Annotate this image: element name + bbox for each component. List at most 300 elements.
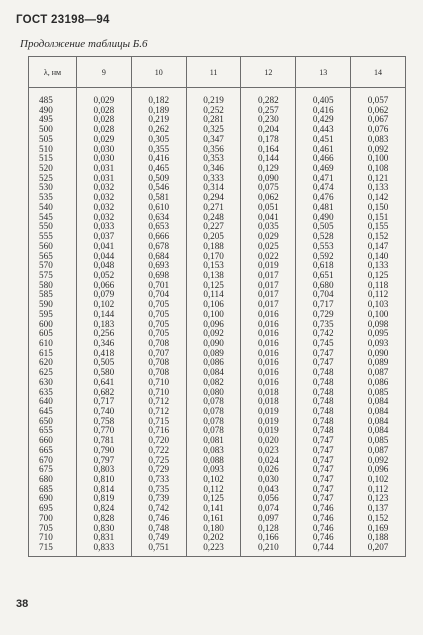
wavelength-cell: 585 (29, 290, 77, 300)
table-row (29, 193, 406, 203)
value-cell: 0,112 (351, 485, 406, 495)
value-cell: 0,704 (296, 290, 351, 300)
value-cell: 0,151 (351, 213, 406, 223)
wavelength-cell: 560 (29, 242, 77, 252)
value-cell: 0,314 (186, 183, 241, 193)
table-row (29, 388, 406, 398)
value-cell: 0,150 (351, 203, 406, 213)
value-cell: 0,016 (241, 339, 296, 349)
table-row (29, 135, 406, 145)
table-row (29, 446, 406, 456)
value-cell: 0,029 (241, 232, 296, 242)
value-cell: 0,043 (241, 485, 296, 495)
value-cell: 0,147 (351, 242, 406, 252)
value-cell: 0,747 (296, 349, 351, 359)
wavelength-cell: 665 (29, 446, 77, 456)
value-cell: 0,023 (241, 446, 296, 456)
value-cell: 0,748 (296, 388, 351, 398)
value-cell: 0,017 (241, 271, 296, 281)
value-cell: 0,282 (241, 88, 296, 106)
column-header: 13 (296, 57, 351, 88)
table-row (29, 88, 406, 106)
value-cell: 0,751 (131, 543, 186, 556)
value-cell: 0,018 (241, 397, 296, 407)
value-cell: 0,705 (131, 329, 186, 339)
table-row (29, 378, 406, 388)
value-cell: 0,037 (76, 232, 131, 242)
value-cell: 0,086 (351, 378, 406, 388)
wavelength-cell: 490 (29, 106, 77, 116)
value-cell: 0,161 (186, 514, 241, 524)
value-cell: 0,618 (296, 261, 351, 271)
table-row (29, 232, 406, 242)
table-row (29, 242, 406, 252)
value-cell: 0,666 (131, 232, 186, 242)
value-cell: 0,747 (296, 456, 351, 466)
value-cell: 0,035 (241, 222, 296, 232)
value-cell: 0,032 (76, 193, 131, 203)
table-row (29, 524, 406, 534)
value-cell: 0,465 (131, 164, 186, 174)
value-cell: 0,062 (241, 193, 296, 203)
wavelength-cell: 515 (29, 154, 77, 164)
value-cell: 0,748 (296, 407, 351, 417)
value-cell: 0,281 (186, 115, 241, 125)
value-cell: 0,747 (296, 494, 351, 504)
value-cell: 0,746 (296, 504, 351, 514)
value-cell: 0,710 (131, 378, 186, 388)
value-cell: 0,152 (351, 514, 406, 524)
value-cell: 0,144 (241, 154, 296, 164)
value-cell: 0,028 (76, 106, 131, 116)
value-cell: 0,083 (186, 446, 241, 456)
value-cell: 0,735 (296, 320, 351, 330)
value-cell: 0,704 (131, 290, 186, 300)
document-header: ГОСТ 23198—94 (16, 14, 110, 26)
value-cell: 0,133 (351, 261, 406, 271)
value-cell: 0,092 (351, 145, 406, 155)
wavelength-cell: 530 (29, 183, 77, 193)
value-cell: 0,693 (131, 261, 186, 271)
table-row (29, 125, 406, 135)
value-cell: 0,803 (76, 465, 131, 475)
wavelength-cell: 550 (29, 222, 77, 232)
value-cell: 0,084 (351, 417, 406, 427)
value-cell: 0,745 (296, 339, 351, 349)
value-cell: 0,096 (186, 320, 241, 330)
column-header: 12 (241, 57, 296, 88)
value-cell: 0,748 (296, 368, 351, 378)
value-cell: 0,118 (351, 281, 406, 291)
value-cell: 0,028 (76, 125, 131, 135)
value-cell: 0,093 (351, 339, 406, 349)
value-cell: 0,418 (76, 349, 131, 359)
table-row (29, 115, 406, 125)
wavelength-cell: 545 (29, 213, 77, 223)
value-cell: 0,509 (131, 174, 186, 184)
table-row (29, 300, 406, 310)
value-cell: 0,076 (351, 125, 406, 135)
value-cell: 0,098 (351, 320, 406, 330)
value-cell: 0,346 (76, 339, 131, 349)
value-cell: 0,355 (131, 145, 186, 155)
table-row (29, 329, 406, 339)
value-cell: 0,746 (296, 524, 351, 534)
value-cell: 0,682 (76, 388, 131, 398)
value-cell: 0,096 (351, 465, 406, 475)
table-body (29, 88, 406, 557)
wavelength-cell: 535 (29, 193, 77, 203)
value-cell: 0,678 (131, 242, 186, 252)
value-cell: 0,020 (241, 436, 296, 446)
value-cell: 0,720 (131, 436, 186, 446)
wavelength-cell: 690 (29, 494, 77, 504)
value-cell: 0,744 (296, 543, 351, 556)
value-cell: 0,207 (351, 543, 406, 556)
value-cell: 0,142 (351, 193, 406, 203)
value-cell: 0,178 (241, 135, 296, 145)
value-cell: 0,443 (296, 125, 351, 135)
value-cell: 0,305 (131, 135, 186, 145)
value-cell: 0,051 (241, 203, 296, 213)
value-cell: 0,030 (76, 154, 131, 164)
value-cell: 0,740 (76, 407, 131, 417)
wavelength-cell: 485 (29, 88, 77, 106)
value-cell: 0,048 (76, 261, 131, 271)
value-cell: 0,469 (296, 164, 351, 174)
value-cell: 0,814 (76, 485, 131, 495)
value-cell: 0,100 (351, 310, 406, 320)
table-row (29, 222, 406, 232)
value-cell: 0,084 (351, 407, 406, 417)
value-cell: 0,325 (186, 125, 241, 135)
wavelength-cell: 525 (29, 174, 77, 184)
value-cell: 0,108 (351, 164, 406, 174)
value-cell: 0,592 (296, 252, 351, 262)
value-cell: 0,032 (76, 213, 131, 223)
value-cell: 0,712 (131, 397, 186, 407)
value-cell: 0,708 (131, 358, 186, 368)
value-cell: 0,017 (241, 290, 296, 300)
value-cell: 0,044 (76, 252, 131, 262)
value-cell: 0,653 (131, 222, 186, 232)
value-cell: 0,093 (186, 465, 241, 475)
value-cell: 0,087 (351, 368, 406, 378)
value-cell: 0,701 (131, 281, 186, 291)
value-cell: 0,128 (241, 524, 296, 534)
value-cell: 0,758 (76, 417, 131, 427)
wavelength-cell: 625 (29, 368, 77, 378)
value-cell: 0,089 (351, 358, 406, 368)
data-table (28, 56, 406, 557)
wavelength-cell: 540 (29, 203, 77, 213)
wavelength-cell: 620 (29, 358, 77, 368)
wavelength-cell: 595 (29, 310, 77, 320)
value-cell: 0,708 (131, 339, 186, 349)
value-cell: 0,831 (76, 533, 131, 543)
value-cell: 0,016 (241, 349, 296, 359)
value-cell: 0,747 (296, 436, 351, 446)
value-cell: 0,262 (131, 125, 186, 135)
value-cell: 0,084 (351, 397, 406, 407)
table-row (29, 213, 406, 223)
value-cell: 0,032 (76, 203, 131, 213)
value-cell: 0,824 (76, 504, 131, 514)
value-cell: 0,505 (296, 222, 351, 232)
value-cell: 0,024 (241, 456, 296, 466)
value-cell: 0,707 (131, 349, 186, 359)
value-cell: 0,019 (241, 417, 296, 427)
table-row (29, 358, 406, 368)
value-cell: 0,710 (131, 388, 186, 398)
value-cell: 0,029 (76, 135, 131, 145)
table-row (29, 368, 406, 378)
value-cell: 0,169 (351, 524, 406, 534)
table-row (29, 310, 406, 320)
table-row (29, 203, 406, 213)
value-cell: 0,016 (241, 329, 296, 339)
value-cell: 0,748 (296, 417, 351, 427)
wavelength-cell: 675 (29, 465, 77, 475)
value-cell: 0,170 (186, 252, 241, 262)
value-cell: 0,188 (351, 533, 406, 543)
value-cell: 0,025 (241, 242, 296, 252)
value-cell: 0,082 (186, 378, 241, 388)
wavelength-cell: 645 (29, 407, 77, 417)
table-row (29, 456, 406, 466)
column-header-wavelength: λ, нм (29, 57, 77, 88)
value-cell: 0,717 (296, 300, 351, 310)
wavelength-cell: 695 (29, 504, 77, 514)
value-cell: 0,553 (296, 242, 351, 252)
wavelength-cell: 605 (29, 329, 77, 339)
value-cell: 0,016 (241, 320, 296, 330)
table-row (29, 475, 406, 485)
value-cell: 0,528 (296, 232, 351, 242)
value-cell: 0,092 (186, 329, 241, 339)
value-cell: 0,019 (241, 407, 296, 417)
value-cell: 0,083 (351, 135, 406, 145)
value-cell: 0,294 (186, 193, 241, 203)
value-cell: 0,210 (241, 543, 296, 556)
value-cell: 0,461 (296, 145, 351, 155)
value-cell: 0,041 (241, 213, 296, 223)
value-cell: 0,684 (131, 252, 186, 262)
value-cell: 0,219 (186, 88, 241, 106)
wavelength-cell: 615 (29, 349, 77, 359)
value-cell: 0,416 (296, 106, 351, 116)
value-cell: 0,125 (186, 494, 241, 504)
value-cell: 0,248 (186, 213, 241, 223)
value-cell: 0,705 (131, 320, 186, 330)
value-cell: 0,356 (186, 145, 241, 155)
wavelength-cell: 630 (29, 378, 77, 388)
value-cell: 0,121 (351, 174, 406, 184)
value-cell: 0,252 (186, 106, 241, 116)
value-cell: 0,016 (241, 368, 296, 378)
value-cell: 0,748 (296, 397, 351, 407)
wavelength-cell: 685 (29, 485, 77, 495)
table-row (29, 271, 406, 281)
value-cell: 0,086 (186, 358, 241, 368)
value-cell: 0,022 (241, 252, 296, 262)
value-cell: 0,153 (186, 261, 241, 271)
value-cell: 0,204 (241, 125, 296, 135)
wavelength-cell: 705 (29, 524, 77, 534)
value-cell: 0,078 (186, 407, 241, 417)
value-cell: 0,017 (241, 300, 296, 310)
table-row (29, 514, 406, 524)
value-cell: 0,087 (351, 446, 406, 456)
value-cell: 0,182 (131, 88, 186, 106)
value-cell: 0,090 (241, 174, 296, 184)
value-cell: 0,166 (241, 533, 296, 543)
value-cell: 0,188 (186, 242, 241, 252)
value-cell: 0,698 (131, 271, 186, 281)
wavelength-cell: 565 (29, 252, 77, 262)
value-cell: 0,183 (76, 320, 131, 330)
value-cell: 0,103 (351, 300, 406, 310)
value-cell: 0,066 (76, 281, 131, 291)
value-cell: 0,100 (351, 154, 406, 164)
value-cell: 0,084 (186, 368, 241, 378)
value-cell: 0,819 (76, 494, 131, 504)
value-cell: 0,742 (296, 329, 351, 339)
table-header-row (29, 57, 406, 88)
wavelength-cell: 635 (29, 388, 77, 398)
table-row (29, 397, 406, 407)
value-cell: 0,748 (296, 378, 351, 388)
value-cell: 0,102 (76, 300, 131, 310)
value-cell: 0,102 (186, 475, 241, 485)
value-cell: 0,256 (76, 329, 131, 339)
table-row (29, 320, 406, 330)
value-cell: 0,546 (131, 183, 186, 193)
value-cell: 0,028 (76, 115, 131, 125)
value-cell: 0,680 (296, 281, 351, 291)
value-cell: 0,112 (186, 485, 241, 495)
value-cell: 0,712 (131, 407, 186, 417)
table-row (29, 465, 406, 475)
value-cell: 0,031 (76, 174, 131, 184)
value-cell: 0,057 (351, 88, 406, 106)
value-cell: 0,114 (186, 290, 241, 300)
value-cell: 0,828 (76, 514, 131, 524)
value-cell: 0,742 (131, 504, 186, 514)
value-cell: 0,790 (76, 446, 131, 456)
value-cell: 0,100 (186, 310, 241, 320)
value-cell: 0,610 (131, 203, 186, 213)
value-cell: 0,797 (76, 456, 131, 466)
value-cell: 0,746 (131, 514, 186, 524)
wavelength-cell: 575 (29, 271, 77, 281)
value-cell: 0,429 (296, 115, 351, 125)
table-row (29, 183, 406, 193)
wavelength-cell: 715 (29, 543, 77, 556)
wavelength-cell: 580 (29, 281, 77, 291)
table-row (29, 417, 406, 427)
wavelength-cell: 600 (29, 320, 77, 330)
value-cell: 0,451 (296, 135, 351, 145)
wavelength-cell: 710 (29, 533, 77, 543)
value-cell: 0,031 (76, 164, 131, 174)
value-cell: 0,416 (131, 154, 186, 164)
value-cell: 0,705 (131, 300, 186, 310)
value-cell: 0,748 (296, 426, 351, 436)
table-row (29, 252, 406, 262)
wavelength-cell: 590 (29, 300, 77, 310)
value-cell: 0,032 (76, 183, 131, 193)
value-cell: 0,715 (131, 417, 186, 427)
value-cell: 0,717 (76, 397, 131, 407)
value-cell: 0,041 (76, 242, 131, 252)
value-cell: 0,747 (296, 358, 351, 368)
value-cell: 0,725 (131, 456, 186, 466)
value-cell: 0,189 (131, 106, 186, 116)
value-cell: 0,729 (296, 310, 351, 320)
value-cell: 0,125 (351, 271, 406, 281)
table-row (29, 485, 406, 495)
value-cell: 0,052 (76, 271, 131, 281)
value-cell: 0,580 (76, 368, 131, 378)
wavelength-cell: 500 (29, 125, 77, 135)
table-row (29, 436, 406, 446)
value-cell: 0,781 (76, 436, 131, 446)
table-row (29, 543, 406, 556)
value-cell: 0,474 (296, 183, 351, 193)
value-cell: 0,030 (241, 475, 296, 485)
value-cell: 0,353 (186, 154, 241, 164)
value-cell: 0,062 (351, 106, 406, 116)
value-cell: 0,078 (186, 397, 241, 407)
wavelength-cell: 655 (29, 426, 77, 436)
value-cell: 0,133 (351, 183, 406, 193)
wavelength-cell: 510 (29, 145, 77, 155)
table-row (29, 174, 406, 184)
table-row (29, 154, 406, 164)
value-cell: 0,729 (131, 465, 186, 475)
value-cell: 0,092 (351, 456, 406, 466)
value-cell: 0,125 (186, 281, 241, 291)
value-cell: 0,097 (241, 514, 296, 524)
value-cell: 0,129 (241, 164, 296, 174)
value-cell: 0,346 (186, 164, 241, 174)
value-cell: 0,746 (296, 533, 351, 543)
value-cell: 0,722 (131, 446, 186, 456)
table-row (29, 349, 406, 359)
value-cell: 0,075 (241, 183, 296, 193)
value-cell: 0,155 (351, 222, 406, 232)
table-row (29, 426, 406, 436)
wavelength-cell: 610 (29, 339, 77, 349)
table-row (29, 145, 406, 155)
value-cell: 0,016 (241, 378, 296, 388)
value-cell: 0,748 (131, 524, 186, 534)
value-cell: 0,708 (131, 368, 186, 378)
value-cell: 0,090 (351, 349, 406, 359)
value-cell: 0,227 (186, 222, 241, 232)
column-header: 14 (351, 57, 406, 88)
value-cell: 0,112 (351, 290, 406, 300)
table-row (29, 164, 406, 174)
value-cell: 0,067 (351, 115, 406, 125)
table-row (29, 407, 406, 417)
column-header: 9 (76, 57, 131, 88)
value-cell: 0,018 (241, 388, 296, 398)
wavelength-cell: 520 (29, 164, 77, 174)
table-row (29, 261, 406, 271)
value-cell: 0,223 (186, 543, 241, 556)
